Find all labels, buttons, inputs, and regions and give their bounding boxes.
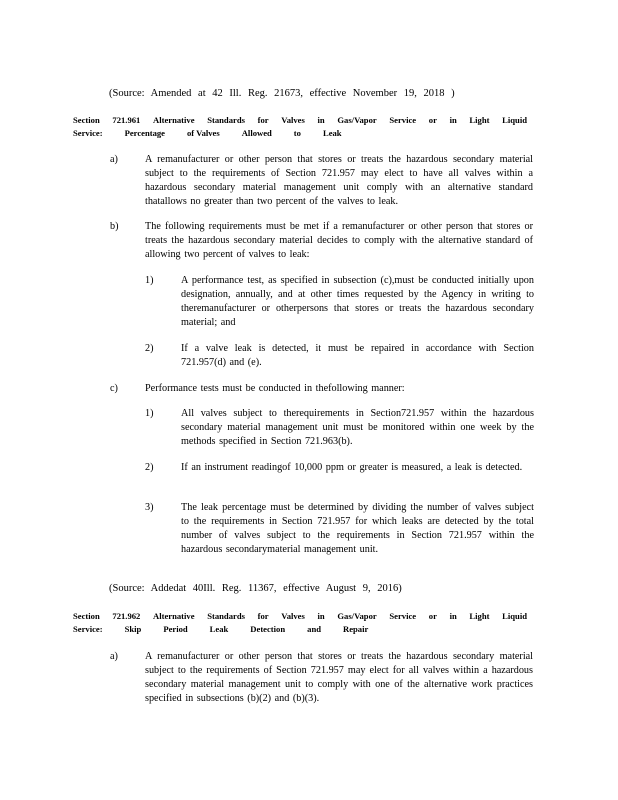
- section-heading-721-962: [73, 610, 527, 636]
- item-marker: 1): [145, 275, 154, 286]
- item-marker: c): [110, 383, 118, 394]
- heading-word: Percentage: [124, 128, 165, 138]
- heading-word: and: [307, 624, 321, 634]
- item-text: A performance test, as specified in subsection (c),must be conducted initially upon designation, annually, and at other times requested by the Agency in writing to theremanufacturer or otherpersons that stores or treats the hazardous secondary material; and: [181, 275, 534, 328]
- item-text: If a valve leak is detected, it must be repaired in accordance with Section 721.957(d) and (e).: [181, 343, 534, 368]
- heading-word: Alternative: [153, 611, 195, 621]
- heading-word: Valves: [281, 611, 305, 621]
- heading-word: or: [428, 611, 437, 621]
- heading-word: in: [449, 115, 457, 125]
- heading-word: 721.961: [112, 115, 141, 125]
- heading-word: Alternative: [153, 115, 195, 125]
- heading-word: Leak: [322, 128, 342, 138]
- heading-word: Service:: [73, 624, 103, 634]
- heading-word: Repair: [343, 624, 369, 634]
- item-text: If an instrument readingof 10,000 ppm or greater is measured, a leak is detected.: [181, 462, 523, 473]
- heading-word: Gas/Vapor: [337, 611, 377, 621]
- heading-word: Liquid: [502, 115, 527, 125]
- heading-word: Service:: [73, 128, 103, 138]
- heading-word: Standards: [207, 611, 245, 621]
- section-heading-line-1: [73, 610, 527, 623]
- heading-word: Service: [389, 611, 417, 621]
- heading-word: Allowed: [241, 128, 272, 138]
- heading-word: in: [317, 611, 325, 621]
- heading-word: Liquid: [502, 611, 527, 621]
- item-marker: 2): [145, 462, 154, 473]
- heading-word: of Valves: [187, 128, 220, 138]
- item-text: The leak percentage must be determined by dividing the number of valves subject to the requirements in Section 721.957 for which leaks are detected by the total number of valves subject to the requirements in Section 721.957 within the hazardous secondarymaterial management unit.: [181, 502, 534, 555]
- source-note-amended: (Source: Amended at 42 Ill. Reg. 21673, effective November 19, 2018 ): [109, 88, 455, 99]
- heading-word: to: [293, 128, 301, 138]
- heading-word: Section: [73, 115, 100, 125]
- item-text: All valves subject to therequirements in Section721.957 within the hazardous secondary material management unit must be monitored within one week by the methods specified in Section 721.963(b).: [181, 408, 534, 447]
- heading-word: for: [257, 611, 269, 621]
- section-heading-721-961: [73, 114, 527, 140]
- section-heading-line-2: [73, 127, 527, 140]
- section-heading-line-2: [73, 623, 527, 636]
- heading-word: Period: [163, 624, 188, 634]
- heading-word: Light: [469, 115, 490, 125]
- heading-word: Section: [73, 611, 100, 621]
- item-text: The following requirements must be met if a remanufacturer or other person that stores or treats the hazardous secondary material decides to comply with the alternative standard of allowing two percent of valves to leak:: [145, 221, 533, 260]
- heading-word: Valves: [281, 115, 305, 125]
- heading-word: Skip: [124, 624, 142, 634]
- heading-word: Detection: [250, 624, 286, 634]
- item-text: A remanufacturer or other person that stores or treats the hazardous secondary material subject to the requirements of Section 721.957 may elect for all valves within a hazardous secondary material management unit to comply with one of the alternative work practices specified in subsections (b)(2) and (b)(3).: [145, 651, 533, 704]
- item-text: A remanufacturer or other person that stores or treats the hazardous secondary material subject to the requirements of Section 721.957 may elect to have all valves within a hazardous secondary material management unit comply with an alternative standard thatallows no greater than two percent of the valves to leak.: [145, 154, 533, 207]
- item-text: Performance tests must be conducted in thefollowing manner:: [145, 383, 405, 394]
- item-marker: a): [110, 651, 118, 662]
- heading-word: in: [317, 115, 325, 125]
- heading-word: in: [449, 611, 457, 621]
- heading-word: Leak: [209, 624, 229, 634]
- heading-word: 721.962: [112, 611, 141, 621]
- heading-word: Light: [469, 611, 490, 621]
- source-note-added: (Source: Addedat 40Ill. Reg. 11367, effective August 9, 2016): [109, 583, 402, 594]
- item-marker: a): [110, 154, 118, 165]
- item-marker: 2): [145, 343, 154, 354]
- section-heading-line-1: [73, 114, 527, 127]
- heading-word: for: [257, 115, 269, 125]
- item-marker: 1): [145, 408, 154, 419]
- heading-word: Standards: [207, 115, 245, 125]
- heading-word: Gas/Vapor: [337, 115, 377, 125]
- item-marker: 3): [145, 502, 154, 513]
- heading-word: Service: [389, 115, 417, 125]
- item-marker: b): [110, 221, 119, 232]
- heading-word: or: [428, 115, 437, 125]
